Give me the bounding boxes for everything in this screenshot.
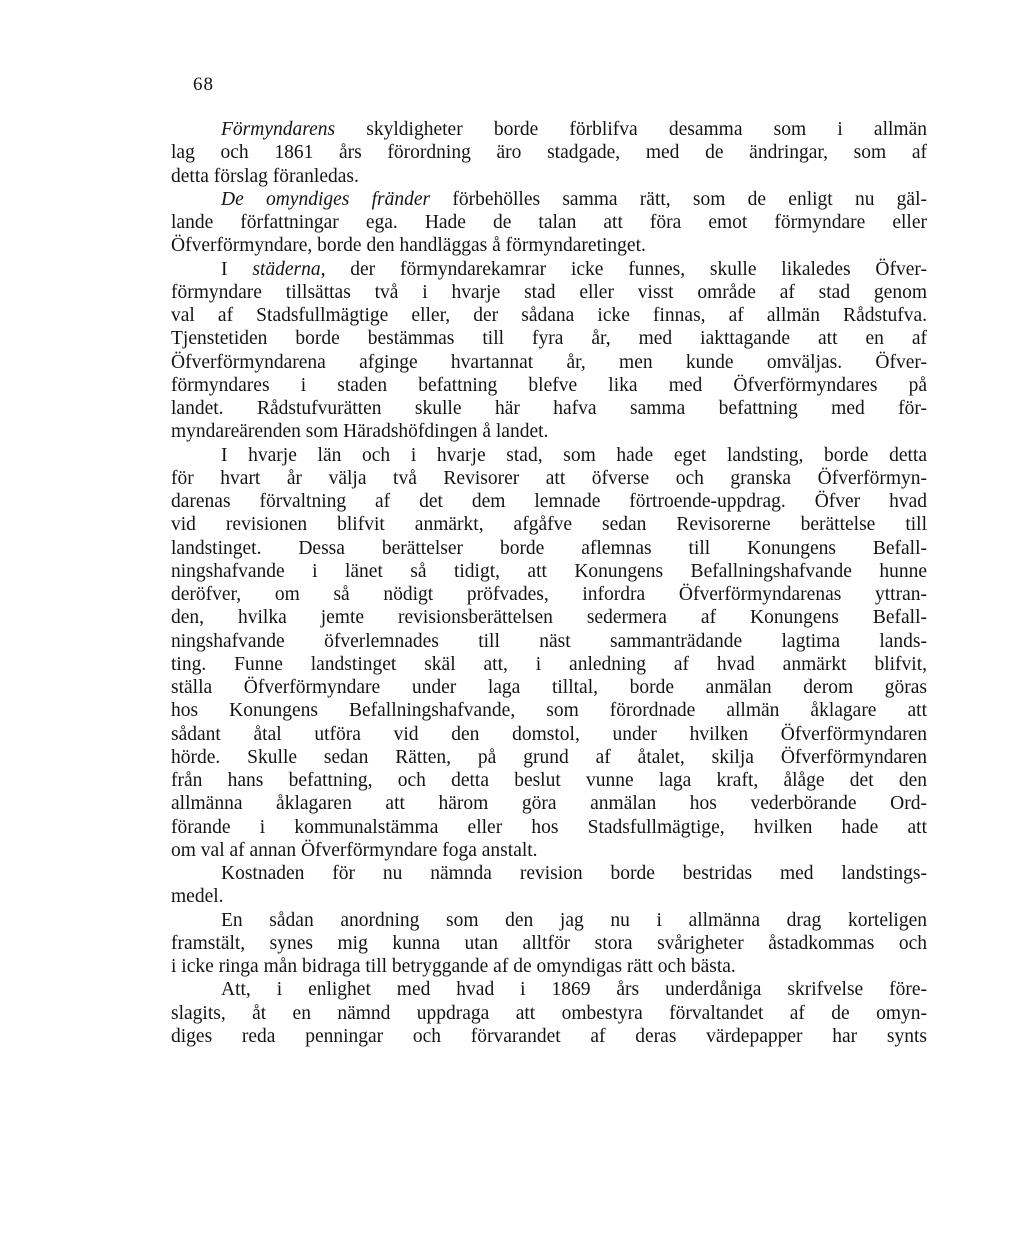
text-span: I <box>221 258 253 280</box>
text-span: Öfverförmyndare, borde den handläggas å förmyndaretinget. <box>171 235 646 257</box>
text-line <box>171 327 927 350</box>
text-span: framstält, synes mig kunna utan alltför stora svårigheter åstadkommas och <box>171 932 927 954</box>
text-span: der förmyndarekamrar icke funnes, skulle likaledes Öfver- <box>325 258 927 280</box>
text-line <box>171 188 927 211</box>
text-span: myndareärenden som Häradshöfdingen å landet. <box>171 421 549 443</box>
text-span: hos Konungens Befallningshafvande, som förordnade allmän åklagare att <box>171 700 927 722</box>
text-span: ställa Öfverförmyndare under laga tilltal, borde anmälan derom göras <box>171 677 927 698</box>
text-line <box>171 467 927 490</box>
text-span: förande i kommunalstämma eller hos Stadsfullmägtige, hvilken hade att <box>171 816 927 838</box>
text-line <box>171 699 927 722</box>
italic-text: De omyndiges fränder <box>221 188 431 210</box>
text-span: darenas förvaltning af det dem lemnade förtroende-uppdrag. Öfver hvad <box>171 491 927 512</box>
text-line <box>171 606 927 629</box>
text-line <box>171 630 927 653</box>
text-span: I hvarje län och i hvarje stad, som hade eget landsting, borde detta <box>221 444 927 466</box>
text-span: Kostnaden för nu nämnda revision borde bestridas med landstings- <box>221 863 927 884</box>
text-span: deröfver, om så nödigt pröfvades, infordra Öfverförmyndarenas yttran- <box>171 584 927 605</box>
text-line <box>171 1002 927 1025</box>
text-line <box>171 583 927 606</box>
text-line <box>171 723 927 746</box>
text-span: allmänna åklagaren att härom göra anmälan hos vederbörande Ord- <box>171 793 927 815</box>
text-line <box>171 397 927 420</box>
text-line <box>171 885 927 908</box>
text-span: förmyndares i staden befattning blefve lika med Öfverförmyndares på <box>171 374 927 396</box>
text-line <box>171 839 927 862</box>
text-line <box>171 141 927 164</box>
text-span: Tjenstetiden borde bestämmas till fyra år, med iakttagande att en af <box>171 328 927 350</box>
text-line <box>171 304 927 327</box>
text-line <box>171 420 927 443</box>
italic-text: städerna, <box>252 258 326 280</box>
text-line <box>171 653 927 676</box>
text-span: skyldigheter borde förblifva desamma som i allmän <box>335 119 927 140</box>
text-line <box>171 676 927 699</box>
text-span: diges reda penningar och förvarandet af deras värdepapper har synts <box>171 1025 927 1047</box>
text-span: Öfverförmyndarena afginge hvartannat år, men kunde omväljas. Öfver- <box>171 351 927 373</box>
text-line <box>171 978 927 1001</box>
text-span: förmyndare tillsättas två i hvarje stad eller visst område af stad genom <box>171 281 927 303</box>
text-line <box>171 816 927 839</box>
text-span: hörde. Skulle sedan Rätten, på grund af åtalet, skilja Öfverförmyndaren <box>171 746 927 768</box>
text-span: detta förslag föranledas. <box>171 165 359 187</box>
text-span: En sådan anordning som den jag nu i allmänna drag korteligen <box>221 909 927 931</box>
text-line <box>171 165 927 188</box>
text-span: för hvart år välja två Revisorer att öfverse och granska Öfverförmyn- <box>171 467 927 489</box>
text-span: ningshafvande öfverlemnades till näst sammanträdande lagtima lands- <box>171 630 927 652</box>
text-line <box>171 955 927 978</box>
text-line <box>171 444 927 467</box>
text-span: landet. Rådstufvurätten skulle här hafva samma befattning med för- <box>171 398 927 419</box>
text-line <box>171 351 927 374</box>
text-line <box>171 537 927 560</box>
text-span: lag och 1861 års förordning äro stadgade, med de ändringar, som af <box>171 142 927 164</box>
text-span: förbehölles samma rätt, som de enligt nu gäl- <box>430 188 928 210</box>
text-line <box>171 746 927 769</box>
text-line <box>171 1025 927 1048</box>
text-line <box>171 118 927 141</box>
text-line <box>171 234 927 257</box>
text-line <box>171 560 927 583</box>
text-line <box>171 513 927 536</box>
italic-text: Förmyndarens <box>221 119 336 140</box>
text-span: den, hvilka jemte revisionsberättelsen sedermera af Konungens Befall- <box>171 607 927 629</box>
text-span: landstinget. Dessa berättelser borde aflemnas till Konungens Befall- <box>171 537 927 559</box>
text-span: slagits, åt en nämnd uppdraga att ombestyra förvaltandet af de omyn- <box>171 1002 927 1024</box>
page-number: 68 <box>193 74 214 95</box>
text-span: val af Stadsfullmägtige eller, der sådana icke finnas, af allmän Rådstufva. <box>171 305 927 326</box>
text-span: i icke ringa mån bidraga till betryggande af de omyndigas rätt och bästa. <box>171 956 736 977</box>
text-span: om val af annan Öfverförmyndare foga anstalt. <box>171 839 538 861</box>
text-span: sådant åtal utföra vid den domstol, under hvilken Öfverförmyndaren <box>171 723 927 745</box>
text-line <box>171 281 927 304</box>
text-line <box>171 374 927 397</box>
text-span: lande författningar ega. Hade de talan att föra emot förmyndare eller <box>171 212 927 233</box>
text-span: Att, i enlighet med hvad i 1869 års underdåniga skrifvelse före- <box>221 979 927 1001</box>
text-line <box>171 769 927 792</box>
text-line <box>171 932 927 955</box>
text-line <box>171 862 927 885</box>
text-span: medel. <box>171 886 224 908</box>
text-span: vid revisionen blifvit anmärkt, afgåfve sedan Revisorerne berättelse till <box>171 514 927 536</box>
text-span: ningshafvande i länet så tidigt, att Konungens Befallningshafvande hunne <box>171 560 927 582</box>
body-text <box>171 118 927 1048</box>
text-line <box>171 490 927 513</box>
text-line <box>171 211 927 234</box>
text-line <box>171 792 927 815</box>
text-span: från hans befattning, och detta beslut vunne laga kraft, ålåge det den <box>171 770 927 791</box>
text-span: ting. Funne landstinget skäl att, i anledning af hvad anmärkt blifvit, <box>171 653 927 675</box>
text-line <box>171 909 927 932</box>
text-line <box>171 258 927 281</box>
